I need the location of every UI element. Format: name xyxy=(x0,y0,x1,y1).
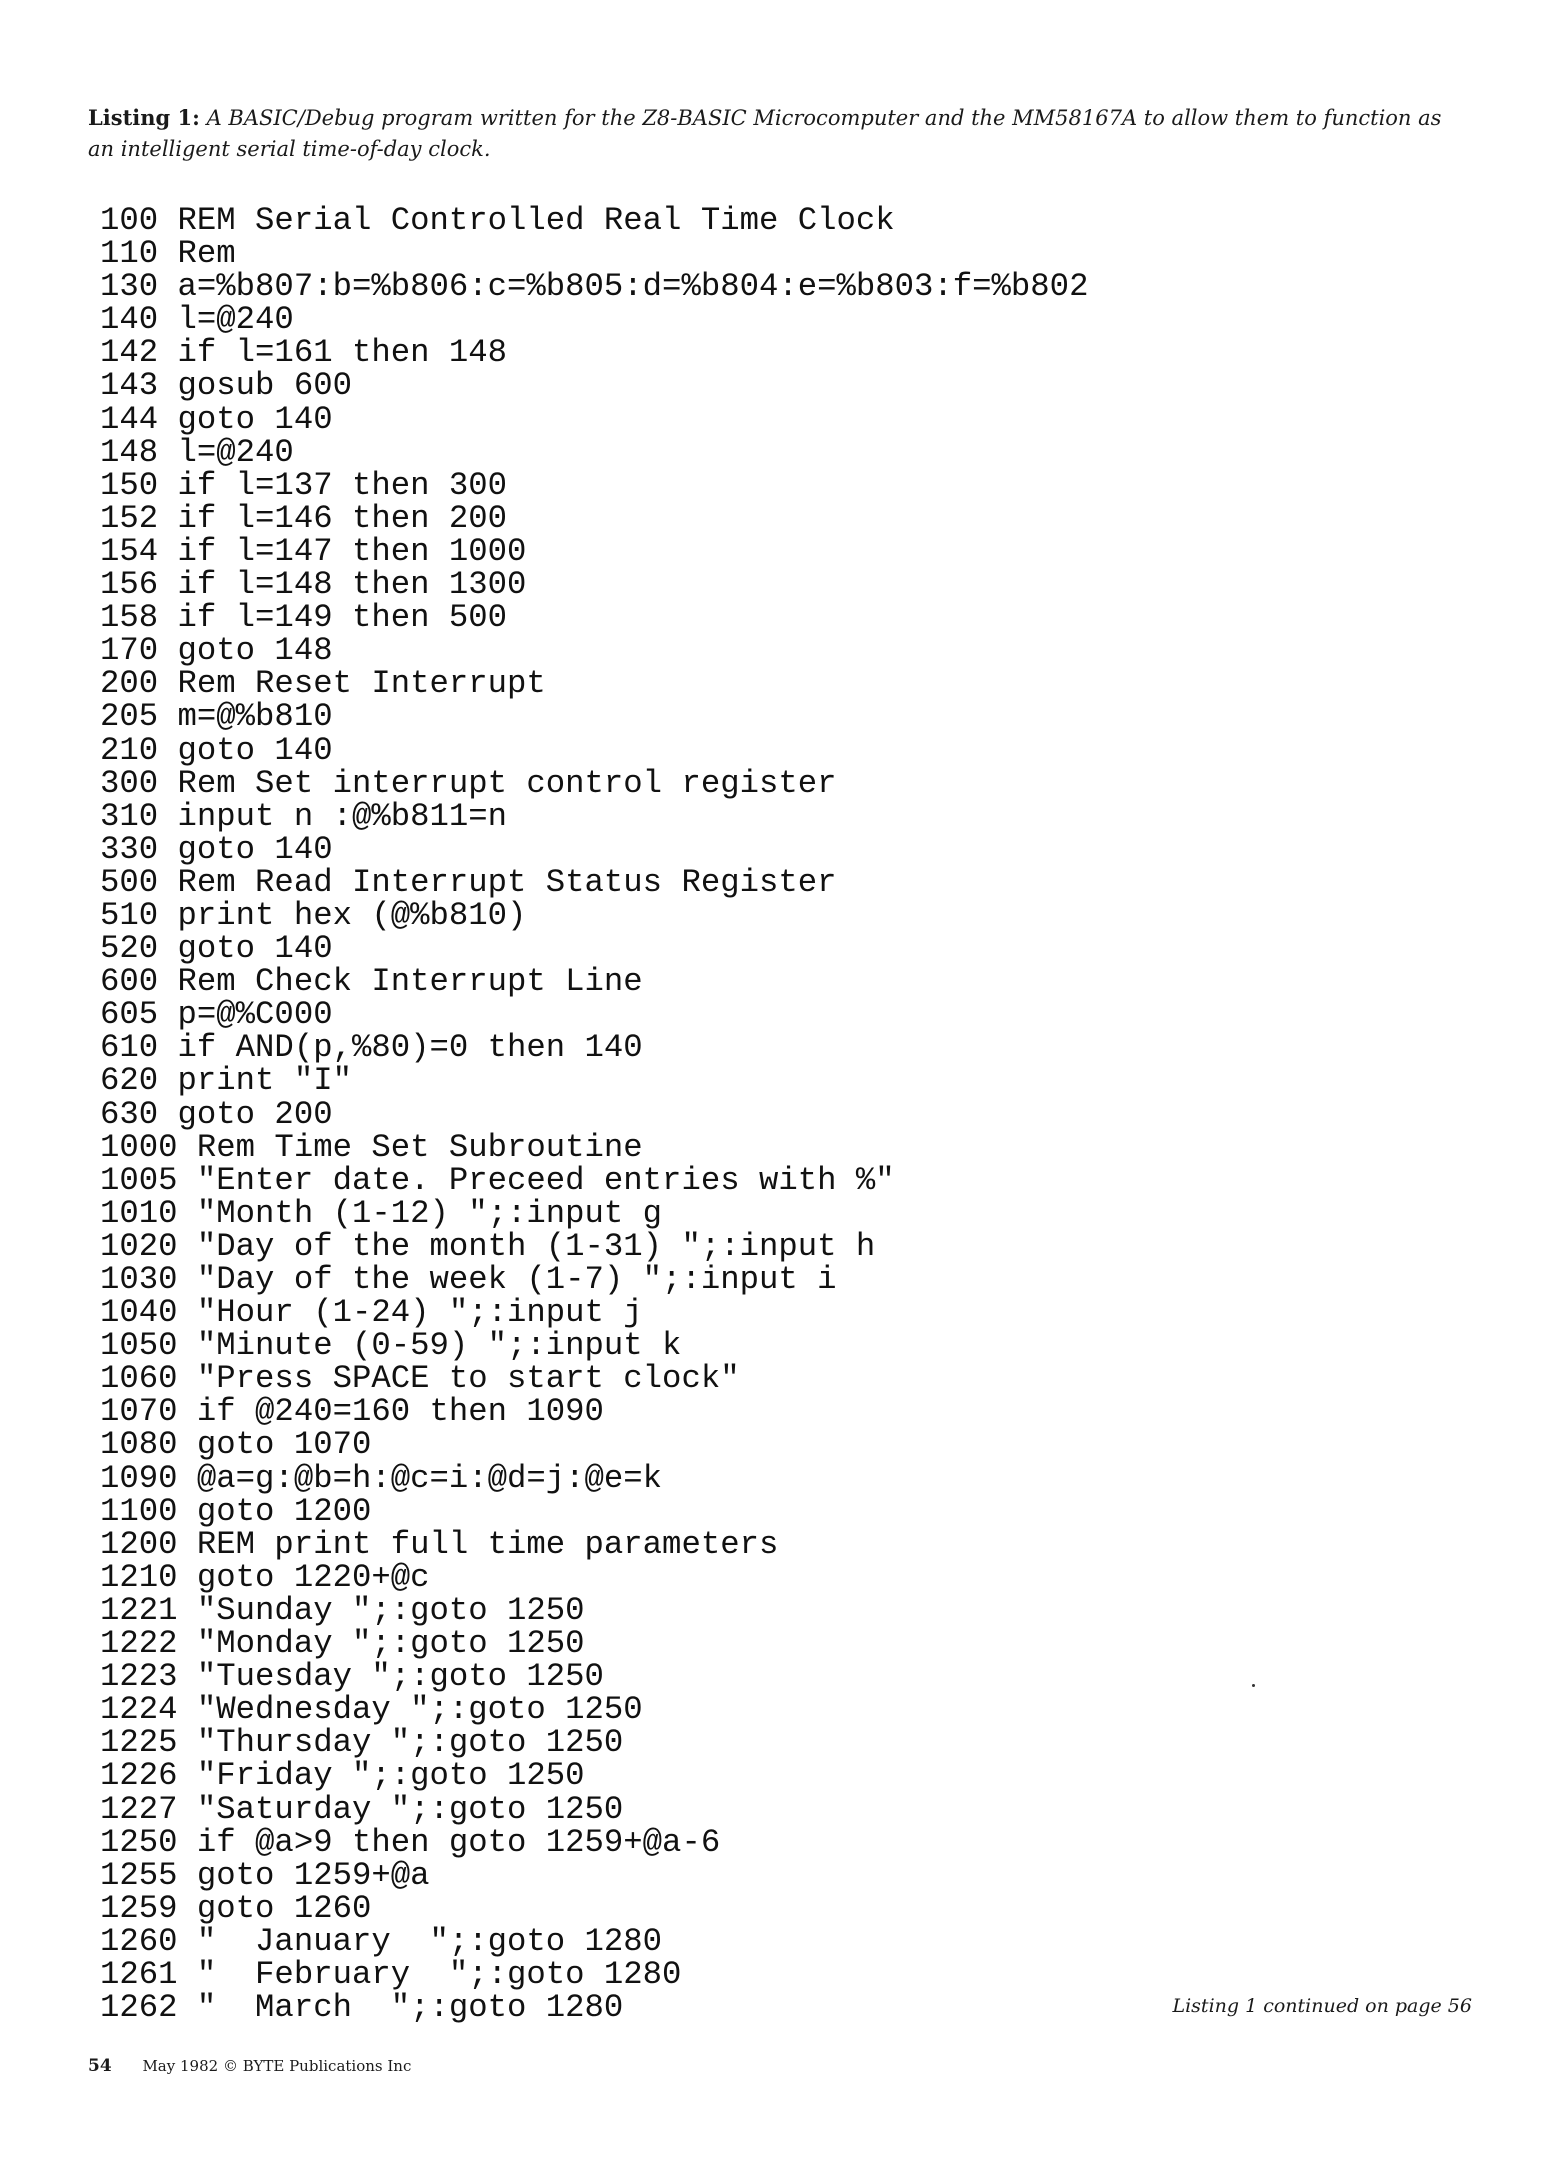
code-line: 300 Rem Set interrupt control register xyxy=(100,764,837,802)
code-listing xyxy=(100,202,1089,2027)
code-line: 1224 "Wednesday ";:goto 1250 xyxy=(100,1691,643,1729)
code-line: 620 print "I" xyxy=(100,1062,352,1100)
code-line: 1227 "Saturday ";:goto 1250 xyxy=(100,1790,624,1828)
caption-description: A BASIC/Debug program written for the Z8-BASIC Microcomputer and the MM58167A to allow them to function as an intelligent serial time-of-day clock. xyxy=(88,106,1442,161)
code-line: 150 if l=137 then 300 xyxy=(100,466,508,504)
code-line: 156 if l=148 then 1300 xyxy=(100,566,527,604)
code-line: 1010 "Month (1-12) ";:input g xyxy=(100,1194,663,1232)
code-line: 144 goto 140 xyxy=(100,400,333,438)
code-line: 1262 " March ";:goto 1280 xyxy=(100,1989,624,2027)
code-line: 1040 "Hour (1-24) ";:input j xyxy=(100,1294,643,1332)
code-line: 130 a=%b807:b=%b806:c=%b805:d=%b804:e=%b803:f=%b802 xyxy=(100,268,1089,306)
code-line: 510 print hex (@%b810) xyxy=(100,896,527,934)
code-line: 1225 "Thursday ";:goto 1250 xyxy=(100,1724,624,1762)
code-line: 152 if l=146 then 200 xyxy=(100,499,508,537)
code-line: 1000 Rem Time Set Subroutine xyxy=(100,1128,643,1166)
code-line: 110 Rem xyxy=(100,235,236,273)
code-line: 1030 "Day of the week (1-7) ";:input i xyxy=(100,1261,837,1298)
code-line: 630 goto 200 xyxy=(100,1095,333,1133)
continued-note: Listing 1 continued on page 56 xyxy=(1172,1995,1472,2017)
code-line: 1005 "Enter date. Preceed entries with %" xyxy=(100,1161,895,1199)
code-line: 610 if AND(p,%80)=0 then 140 xyxy=(100,1029,643,1067)
code-line: 1221 "Sunday ";:goto 1250 xyxy=(100,1591,585,1629)
code-line: 520 goto 140 xyxy=(100,930,333,968)
code-line: 1080 goto 1070 xyxy=(100,1426,372,1464)
code-line: 158 if l=149 then 500 xyxy=(100,599,508,637)
code-line: 210 goto 140 xyxy=(100,731,333,769)
code-line: 1200 REM print full time parameters xyxy=(100,1525,779,1563)
code-line: 170 goto 148 xyxy=(100,632,333,670)
code-line: 1090 @a=g:@b=h:@c=i:@d=j:@e=k xyxy=(100,1459,663,1497)
code-line: 1050 "Minute (0-59) ";:input k xyxy=(100,1327,682,1365)
code-line: 1070 if @240=160 then 1090 xyxy=(100,1393,604,1431)
code-line: 140 l=@240 xyxy=(100,301,294,339)
code-line: 1060 "Press SPACE to start clock" xyxy=(100,1360,740,1398)
code-line: 600 Rem Check Interrupt Line xyxy=(100,963,643,1001)
print-speck xyxy=(1252,1684,1255,1687)
code-line: 1100 goto 1200 xyxy=(100,1492,372,1530)
code-line: 1020 "Day of the month (1-31) ";:input h xyxy=(100,1227,876,1265)
code-line: 1222 "Monday ";:goto 1250 xyxy=(100,1625,585,1663)
code-line: 100 REM Serial Controlled Real Time Clock xyxy=(100,202,895,239)
code-line: 605 p=@%C000 xyxy=(100,996,333,1034)
code-line: 200 Rem Reset Interrupt xyxy=(100,665,546,703)
code-line: 205 m=@%b810 xyxy=(100,698,333,736)
code-line: 1210 goto 1220+@c xyxy=(100,1558,430,1596)
code-line: 148 l=@240 xyxy=(100,433,294,471)
code-line: 310 input n :@%b811=n xyxy=(100,797,508,835)
code-line: 1255 goto 1259+@a xyxy=(100,1856,430,1894)
code-line: 1250 if @a>9 then goto 1259+@a-6 xyxy=(100,1823,721,1861)
caption-lead: Listing 1: xyxy=(88,105,200,130)
listing-caption xyxy=(88,102,1468,165)
code-line: 1226 "Friday ";:goto 1250 xyxy=(100,1757,585,1795)
code-line: 330 goto 140 xyxy=(100,830,333,868)
code-line: 1260 " January ";:goto 1280 xyxy=(100,1922,663,1960)
code-line: 143 gosub 600 xyxy=(100,367,352,405)
code-line: 142 if l=161 then 148 xyxy=(100,334,508,372)
code-line: 1259 goto 1260 xyxy=(100,1889,372,1927)
code-line: 154 if l=147 then 1000 xyxy=(100,532,527,570)
code-line: 1261 " February ";:goto 1280 xyxy=(100,1955,682,1993)
page-footer xyxy=(88,2056,411,2076)
code-line: 500 Rem Read Interrupt Status Register xyxy=(100,863,837,901)
footer-text: May 1982 © BYTE Publications Inc xyxy=(142,2057,412,2075)
code-line: 1223 "Tuesday ";:goto 1250 xyxy=(100,1658,604,1696)
page-number: 54 xyxy=(88,2056,112,2076)
